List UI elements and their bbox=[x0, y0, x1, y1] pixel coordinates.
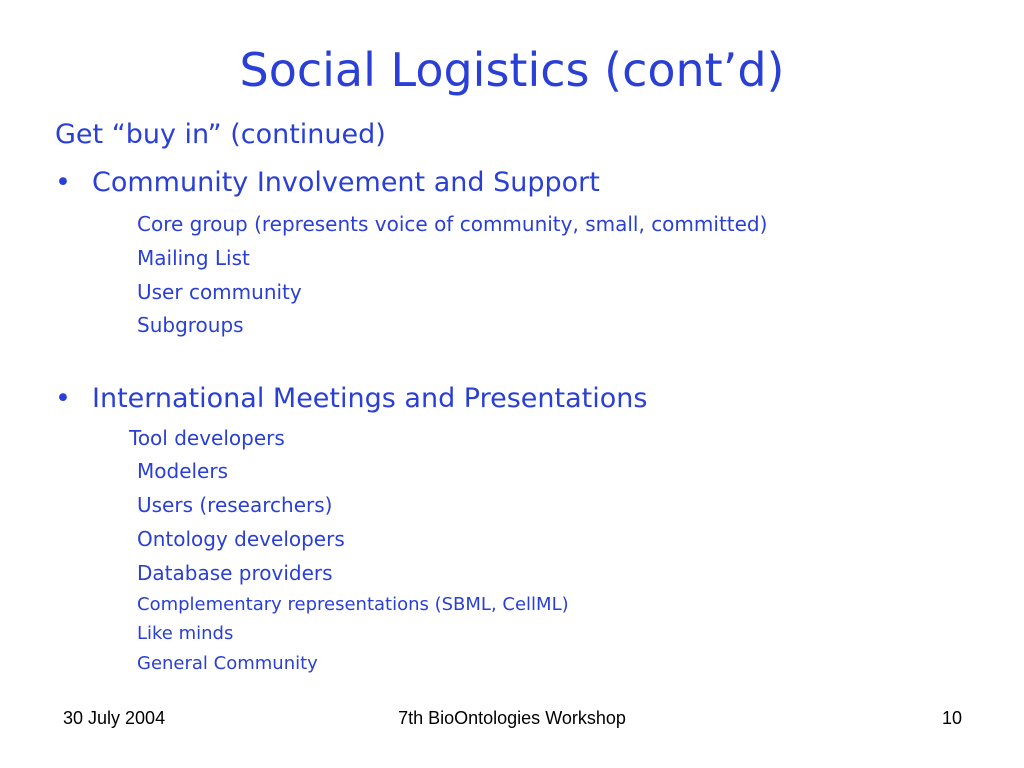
sub-item-complementary-representations: Complementary representations (SBML, CellML) bbox=[137, 594, 569, 615]
bullet-international-meetings bbox=[55, 380, 647, 418]
bullet-label: Community Involvement and Support bbox=[92, 167, 600, 198]
sub-item-mailing-list: Mailing List bbox=[137, 246, 250, 270]
footer-date: 30 July 2004 bbox=[63, 708, 166, 728]
sub-item-ontology-developers: Ontology developers bbox=[137, 527, 345, 551]
sub-item-user-community: User community bbox=[137, 280, 302, 304]
sub-item-tool-developers: Tool developers bbox=[129, 426, 285, 450]
sub-item-like-minds: Like minds bbox=[137, 623, 234, 644]
sub-item-modelers: Modelers bbox=[137, 459, 228, 483]
section-heading: Get “buy in” (continued) bbox=[55, 119, 386, 150]
sub-item-users: Users (researchers) bbox=[137, 493, 333, 517]
sub-item-subgroups: Subgroups bbox=[137, 313, 244, 337]
slide-title: Social Logistics (cont’d) bbox=[239, 43, 785, 97]
sub-item-database-providers: Database providers bbox=[137, 561, 333, 585]
bullet-community-involvement bbox=[55, 164, 600, 202]
bullet-glyph: • bbox=[55, 167, 71, 198]
sub-item-core-group: Core group (represents voice of community, small, committed) bbox=[137, 212, 768, 236]
sub-item-general-community: General Community bbox=[137, 653, 318, 674]
footer-page-number: 10 bbox=[941, 708, 962, 728]
bullet-glyph: • bbox=[55, 383, 71, 414]
footer-event: 7th BioOntologies Workshop bbox=[398, 708, 626, 728]
bullet-label: International Meetings and Presentations bbox=[92, 383, 648, 414]
